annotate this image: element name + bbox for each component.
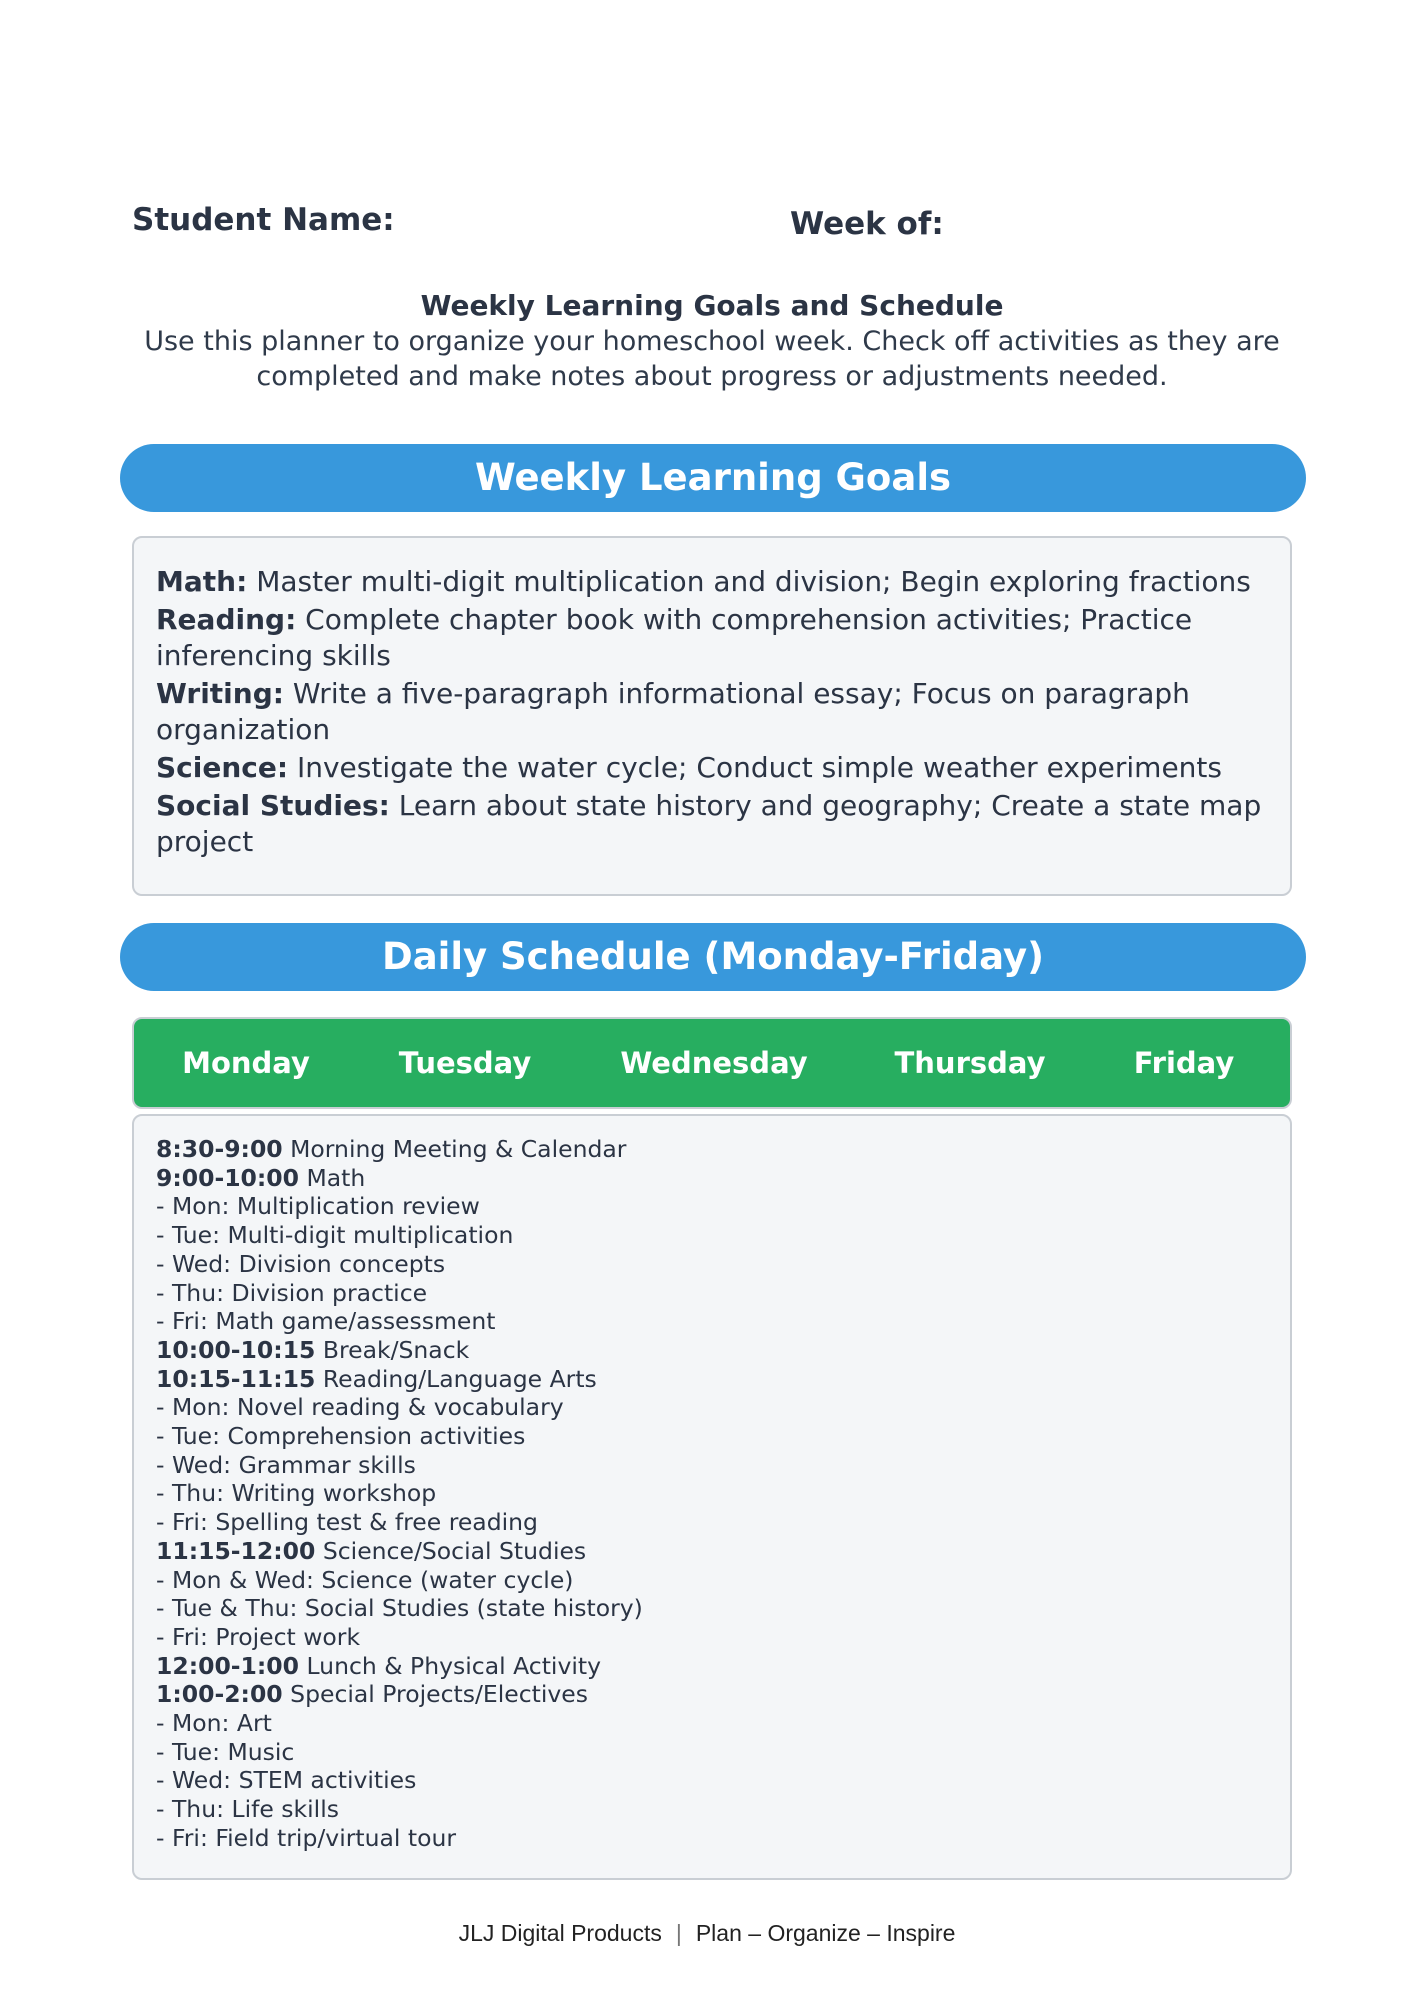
footer-brand: JLJ Digital Products [458,1920,662,1946]
schedule-time: 1:00-2:00 [156,1680,283,1709]
schedule-text: - Tue: Multi-digit multiplication [156,1221,514,1250]
schedule-sub-item [156,1795,1268,1824]
goal-science [156,750,1268,786]
goal-text: Learn about state history and geography; Create a state map project [156,789,1262,858]
schedule-text: - Fri: Spelling test & free reading [156,1508,538,1537]
schedule-time: 8:30-9:00 [156,1135,283,1163]
intro-title: Weekly Learning Goals and Schedule [420,289,1004,322]
schedule-sub-item [156,1623,1268,1652]
goals-heading: Weekly Learning Goals [120,444,1306,512]
schedule-text: Reading/Language Arts [322,1364,597,1393]
day-wednesday: Wednesday [620,1046,808,1080]
schedule-sub-item [156,1508,1268,1537]
schedule-text: - Tue & Thu: Social Studies (state history) [156,1594,643,1623]
schedule-sub-item [156,1566,1268,1595]
schedule-time: 10:00-10:15 [156,1335,316,1364]
schedule-text: Lunch & Physical Activity [306,1651,601,1680]
schedule-panel [132,1114,1292,1880]
schedule-sub-item [156,1738,1268,1767]
schedule-sub-item [156,1221,1268,1250]
student-name-label: Student Name: [132,202,395,238]
schedule-sub-item [156,1279,1268,1308]
schedule-time-block [156,1336,1268,1365]
footer-tagline: Plan – Organize – Inspire [695,1920,956,1946]
schedule-time: 12:00-1:00 [156,1651,300,1680]
week-of-label: Week of: [790,206,944,242]
days-header [132,1017,1292,1109]
goal-subject: Social Studies: [156,789,390,822]
schedule-text: - Wed: STEM activities [156,1766,417,1795]
schedule-text: Morning Meeting & Calendar [290,1135,627,1163]
goal-subject: Math: [156,565,248,598]
schedule-text: - Mon & Wed: Science (water cycle) [156,1565,574,1594]
schedule-sub-item [156,1594,1268,1623]
schedule-sub-item [156,1479,1268,1508]
schedule-text: Break/Snack [322,1335,470,1364]
schedule-time: 10:15-11:15 [156,1364,316,1393]
schedule-sub-item [156,1422,1268,1451]
schedule-sub-item [156,1766,1268,1795]
footer-separator: | [675,1920,682,1946]
goal-subject: Writing: [156,677,284,710]
schedule-time-block [156,1365,1268,1394]
goal-math [156,564,1268,600]
day-thursday: Thursday [894,1046,1046,1080]
schedule-text: - Wed: Division concepts [156,1249,446,1278]
day-monday: Monday [182,1046,310,1080]
goals-panel [132,536,1292,896]
schedule-time-block [156,1135,1268,1164]
schedule-text: - Thu: Division practice [156,1278,428,1307]
schedule-list [156,1135,1268,1853]
schedule-time-block [156,1652,1268,1681]
intro-text: Use this planner to organize your homeschool week. Check off activities as they are completed and make notes about progress or adjustments needed. [144,326,1280,392]
goal-social-studies [156,788,1268,860]
schedule-heading: Daily Schedule (Monday-Friday) [120,923,1306,991]
schedule-text: - Mon: Novel reading & vocabulary [156,1393,564,1422]
schedule-text: Math [306,1163,366,1192]
schedule-time-block [156,1537,1268,1566]
schedule-text: Special Projects/Electives [290,1680,588,1709]
schedule-sub-item [156,1824,1268,1853]
schedule-text: - Mon: Multiplication review [156,1192,480,1221]
schedule-text: - Thu: Writing workshop [156,1479,437,1508]
schedule-text: Science/Social Studies [322,1536,587,1565]
schedule-text: - Fri: Math game/assessment [156,1307,496,1336]
schedule-text: - Fri: Project work [156,1622,361,1651]
goal-text: Write a five-paragraph informational essay; Focus on paragraph organization [156,677,1190,746]
schedule-sub-item [156,1451,1268,1480]
schedule-time: 11:15-12:00 [156,1536,316,1565]
goal-text: Master multi-digit multiplication and division; Begin exploring fractions [256,565,1251,598]
schedule-time-block [156,1680,1268,1709]
schedule-text: - Mon: Art [156,1709,272,1738]
goal-text: Complete chapter book with comprehension activities; Practice inferencing skills [156,603,1193,672]
goal-text: Investigate the water cycle; Conduct simple weather experiments [296,751,1222,784]
schedule-text: - Tue: Comprehension activities [156,1422,526,1451]
schedule-time: 9:00-10:00 [156,1163,300,1192]
schedule-sub-item [156,1250,1268,1279]
intro-section [132,288,1292,394]
goal-subject: Science: [156,751,289,784]
schedule-sub-item [156,1307,1268,1336]
schedule-text: - Tue: Music [156,1737,295,1766]
schedule-text: - Fri: Field trip/virtual tour [156,1823,457,1852]
schedule-text: - Thu: Life skills [156,1795,339,1824]
schedule-time-block [156,1164,1268,1193]
day-tuesday: Tuesday [398,1046,532,1080]
day-friday: Friday [1133,1046,1235,1080]
goal-writing [156,676,1268,748]
goal-subject: Reading: [156,603,297,636]
footer [0,1920,1414,1947]
schedule-sub-item [156,1393,1268,1422]
schedule-sub-item [156,1192,1268,1221]
schedule-sub-item [156,1709,1268,1738]
goal-reading [156,602,1268,674]
schedule-text: - Wed: Grammar skills [156,1450,416,1479]
